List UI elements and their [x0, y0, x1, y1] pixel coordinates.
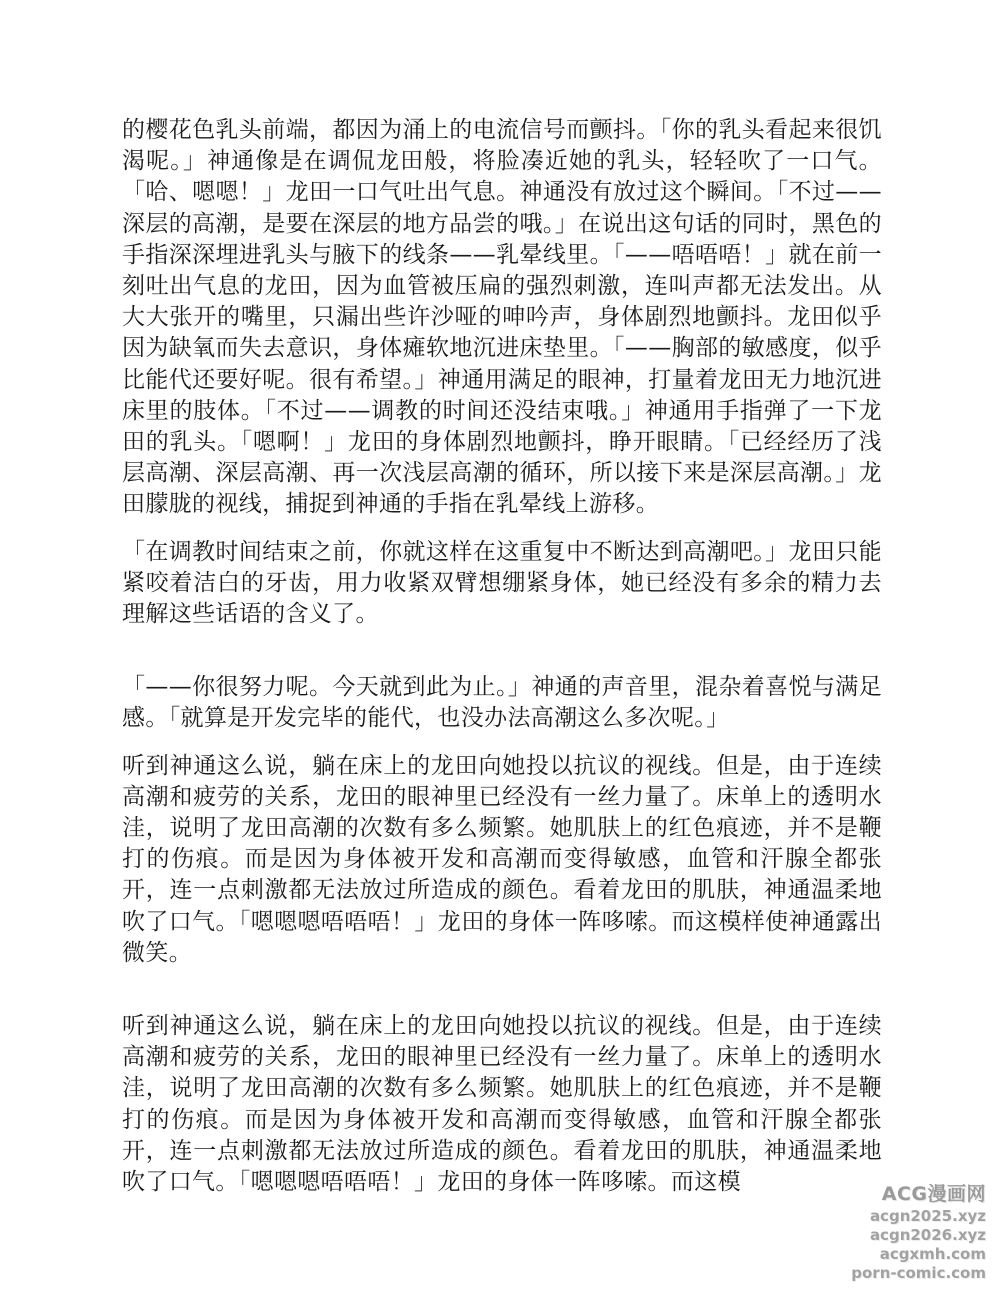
watermark-url: acgxmh.com — [879, 1245, 986, 1263]
paragraph-2: 「在调教时间结束之前，你就这样在这重复中不断达到高潮吧。」龙田只能紧咬着洁白的牙齿，用力收紧双臂想绷紧身体，她已经没有多余的精力去理解这些话语的含义了。 — [122, 538, 882, 628]
site-watermark — [846, 1179, 986, 1282]
watermark-logo: ACG漫画网 — [881, 1183, 986, 1205]
watermark-url: porn-comic.com — [851, 1264, 986, 1282]
paragraph-spacer — [122, 630, 882, 672]
paragraph-spacer — [122, 521, 882, 537]
text-column — [122, 115, 882, 1198]
paragraph-1: 的樱花色乳头前端，都因为涌上的电流信号而颤抖。「你的乳头看起来很饥渴呢。」神通像是在调侃龙田般，将脸凑近她的乳头，轻轻吹了一口气。「哈、嗯嗯！」龙田一口气吐出气息。神通没有放过这个瞬间。「不过——深层的高潮，是要在深层的地方品尝的哦。」在说出这句话的同时，黑色的手指深深埋进乳头与腋下的线条——乳晕线里。「——唔唔唔！」就在前一刻吐出气息的龙田，因为血管被压扁的强烈刺激，连叫声都无法发出。从大大张开的嘴里，只漏出些许沙哑的呻吟声，身体剧烈地颤抖。龙田似乎因为缺氧而失去意识，身体瘫软地沉进床垫里。「——胸部的敏感度，似乎比能代还要好呢。很有希望。」神通用满足的眼神，打量着龙田无力地沉进床里的肢体。「不过——调教的时间还没结束哦。」神通用手指弹了一下龙田的乳头。「嗯啊！」龙田的身体剧烈地颤抖，睁开眼睛。「已经经历了浅层高潮、深层高潮、再一次浅层高潮的循环，所以接下来是深层高潮。」龙田朦胧的视线，捕捉到神通的手指在乳晕线上游移。 — [122, 117, 882, 518]
paragraph-5: 听到神通这么说，躺在床上的龙田向她投以抗议的视线。但是，由于连续高潮和疲劳的关系，龙田的眼神里已经没有一丝力量了。床单上的透明水洼，说明了龙田高潮的次数有多么频繁。她肌肤上的红色痕迹，并不是鞭打的伤痕。而是因为身体被开发和高潮而变得敏感，血管和汗腺全都张开，连一点刺激都无法放过所造成的颜色。看着龙田的肌肤，神通温柔地吹了口气。「嗯嗯嗯唔唔唔！」龙田的身体一阵哆嗦。而这模 — [122, 1013, 882, 1196]
paragraph-spacer — [122, 735, 882, 751]
paragraph-4: 听到神通这么说，躺在床上的龙田向她投以抗议的视线。但是，由于连续高潮和疲劳的关系，龙田的眼神里已经没有一丝力量了。床单上的透明水洼，说明了龙田高潮的次数有多么频繁。她肌肤上的红色痕迹，并不是鞭打的伤痕。而是因为身体被开发和高潮而变得敏感，血管和汗腺全都张开，连一点刺激都无法放过所造成的颜色。看着龙田的肌肤，神通温柔地吹了口气。「嗯嗯嗯唔唔唔！」龙田的身体一阵哆嗦。而这模样使神通露出微笑。 — [122, 752, 882, 966]
paragraph-3: 「——你很努力呢。今天就到此为止。」神通的声音里，混杂着喜悦与满足感。「就算是开发完毕的能代，也没办法高潮这么多次呢。」 — [122, 674, 882, 732]
watermark-url: acgn2025.xyz — [869, 1207, 986, 1225]
paragraph-spacer — [122, 969, 882, 1011]
watermark-url: acgn2026.xyz — [869, 1226, 986, 1244]
